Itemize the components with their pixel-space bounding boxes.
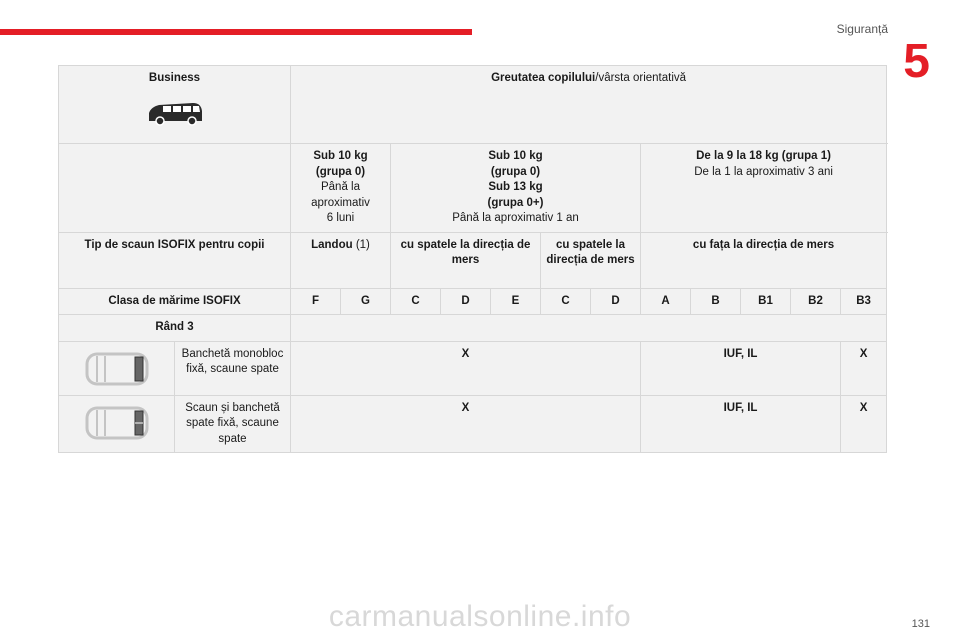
chapter-number: 5 — [903, 35, 930, 88]
rear-facing-cell: cu spatele la direcția de mers — [391, 232, 541, 288]
size-class: D — [591, 288, 641, 315]
seat-description: Banchetă monobloc fixă, scaune spate — [175, 341, 291, 395]
value-cell: X — [291, 341, 641, 395]
landou-label: Landou — [311, 238, 353, 251]
weight-group-0plus-line: (grupa 0+) — [487, 196, 544, 209]
vehicle-top-seat-icon — [83, 351, 151, 387]
weight-group-0 — [291, 144, 391, 233]
size-class: E — [491, 288, 541, 315]
size-class: F — [291, 288, 341, 315]
weight-group-0-line: 6 luni — [326, 212, 355, 225]
size-class: C — [541, 288, 591, 315]
weight-group-1-line: De la 9 la 18 kg (grupa 1) — [696, 150, 831, 162]
rear-facing-cell: cu spatele la direcția de mers — [541, 232, 641, 288]
weight-group-0plus — [391, 144, 641, 233]
version-label: Business — [148, 72, 201, 84]
weight-group-0-line: (grupa 0) — [315, 165, 366, 178]
van-side-icon — [145, 99, 205, 127]
weight-group-0plus-line: Până la aproximativ 1 an — [452, 212, 579, 225]
size-class: B — [691, 288, 741, 315]
size-class: B2 — [791, 288, 841, 315]
landou-note: (1) — [352, 238, 370, 251]
isofix-table — [58, 65, 887, 453]
size-class: B1 — [741, 288, 791, 315]
weight-group-1-line: De la 1 la aproximativ 3 ani — [694, 165, 833, 178]
size-class: A — [641, 288, 691, 315]
size-class: G — [341, 288, 391, 315]
empty-cell — [59, 144, 291, 233]
seat-diagram-cell — [59, 341, 175, 395]
vehicle-top-seat-icon — [83, 405, 151, 441]
weight-group-1 — [641, 144, 887, 233]
value-cell: X — [841, 341, 887, 395]
version-cell — [59, 66, 291, 144]
value-cell: IUF, IL — [641, 341, 841, 395]
weight-group-0plus-line: Sub 13 kg — [488, 181, 543, 194]
seat-type-label: Tip de scaun ISOFIX pentru copii — [59, 232, 291, 288]
size-class: C — [391, 288, 441, 315]
empty-cell — [291, 315, 887, 342]
weight-group-0-line: Până la — [320, 181, 360, 194]
value-cell: X — [841, 395, 887, 453]
weight-group-0plus-line: (grupa 0) — [490, 165, 541, 178]
weight-group-0-line: aproximativ — [311, 196, 370, 209]
value-cell: IUF, IL — [641, 395, 841, 453]
weight-group-0-line: Sub 10 kg — [313, 150, 368, 162]
weight-title-bold: Greutatea copilului — [491, 72, 596, 84]
row-label: Rând 3 — [59, 315, 291, 342]
header-red-bar — [0, 29, 472, 35]
watermark: carmanualsonline.info — [328, 600, 632, 633]
value-cell: X — [291, 395, 641, 453]
size-class: D — [441, 288, 491, 315]
weight-title-cell — [291, 66, 887, 144]
forward-facing-cell: cu fața la direcția de mers — [641, 232, 887, 288]
section-title: Siguranță — [836, 22, 888, 36]
size-class: B3 — [841, 288, 887, 315]
seat-diagram-cell — [59, 395, 175, 453]
weight-title-rest: /vârsta orientativă — [595, 72, 687, 84]
size-class-label: Clasa de mărime ISOFIX — [59, 288, 291, 315]
weight-group-0plus-line: Sub 10 kg — [488, 150, 543, 162]
page-number: 131 — [911, 618, 930, 630]
landou-cell — [291, 232, 391, 288]
seat-description: Scaun și banchetă spate fixă, scaune spate — [175, 395, 291, 453]
